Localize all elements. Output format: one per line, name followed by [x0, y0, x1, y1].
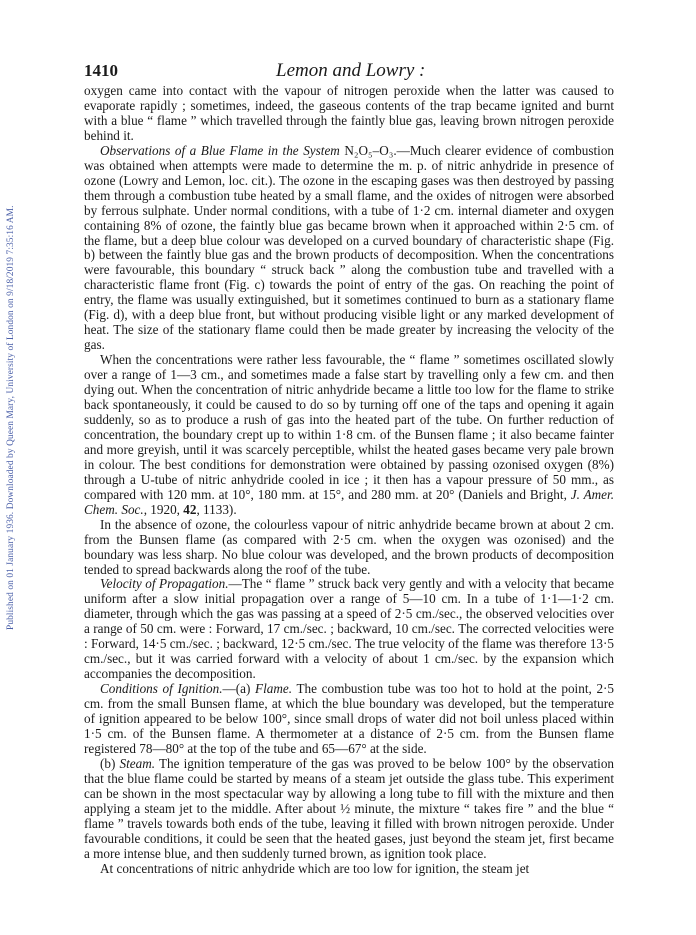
- subsection-heading: Flame.: [255, 681, 293, 697]
- paragraph: Velocity of Propagation.—The “ flame ” struck back very gently and with a velocity that became uniform after a slow initial propagation over a range of 5—10 cm. In a tube of 1·1—1·2 cm. diameter, through which the gas was passing at a speed of 2·5 cm./sec., the observed velocities over a range of 50 cm. were : Forward, 17 cm./sec. ; backward, 10 cm./sec. The corrected velocities were : Forward, 14·5 cm./sec. ; backward, 12·5 cm./sec. The true velocity of the flame was therefore 13·5 cm./sec., but it was carried forward with a velocity of about 1 cm./sec. by the expansion which accompanies the decomposition.: [84, 576, 614, 682]
- chemical-formula: N₂O₅–O₃: [344, 142, 394, 158]
- paragraph: When the concentrations were rather less favourable, the “ flame ” sometimes oscillated slowly over a range of 1—3 cm., and sometimes made a false start by travelling only a few cm. and then dying out. When the concentration of nitric anhydride became a little too low for the flame to strike back spontaneously, it could be caused to do so by turning off one of the taps and opening it again suddenly, so as to produce a rush of gas into the heated part of the tube. On further reduction of concentration, the boundary crept up to within 1·8 cm. of the Bunsen flame ; it also became fainter and more greyish, until it was scarcely perceptible, whilst the heated gases became very pale brown in colour. The best conditions for demonstration were obtained by passing ozonised oxygen (8%) through a U-tube of nitric anhydride cooled in ice ; it then has a vapour pressure of 50 mm., as compared with 120 mm. at 10°, 180 mm. at 15°, and 280 mm. at 20° (Daniels and Bright, J. Amer. Chem. Soc., 1920, 42, 1133).: [84, 352, 614, 517]
- subsection-heading: Steam.: [119, 755, 156, 771]
- section-heading: Observations of a Blue Flame in the System: [100, 142, 340, 158]
- paragraph: Observations of a Blue Flame in the System N₂O₅–O₃.—Much clearer evidence of combustion was obtained when attempts were made to determine the m. p. of nitric anhydride in presence of ozone (Lowry and Lemon, loc. cit.). The ozone in the escaping gases was then destroyed by passing them through a combustion tube heated by a small flame, and the oxides of nitrogen were absorbed by ferrous sulphate. Under normal conditions, with a tube of 1·2 cm. internal diameter and oxygen containing 8% of ozone, the faintly blue gas became brown when it approached within 2·5 cm. of the flame, but a deep blue colour was developed on a curved boundary of characteristic shape (Fig. b) between the faintly blue gas and the brown products of decomposition. When the concentrations were favourable, this boundary “ struck back ” along the combustion tube and travelled with a characteristic flame front (Fig. c) towards the point of entry of the gas. On reaching the point of entry, the flame was usually extinguished, but it sometimes continued to burn as a stationary flame (Fig. d), with a deep blue front, but without producing visible light or any marked development of heat. The size of the stationary flame could then be made greater by increasing the velocity of the gas.: [84, 142, 615, 353]
- journal-name: J. Amer. Chem. Soc.: [84, 486, 614, 517]
- paragraph: (b) Steam. The ignition temperature of the gas was proved to be below 100° by the observation that the blue flame could be started by means of a steam jet outside the glass tube. This experiment can be shown in the most spectacular way by allowing a long tube to fill with the mixture and then applying a steam jet to the middle. After about ½ minute, the mixture “ takes fire ” and the blue “ flame ” travels towards both ends of the tube, leaving it filled with brown nitrogen peroxide. Under favourable conditions, it could be seen that the heated gases, just beyond the steam jet, first became a more intense blue, and then suddenly turned brown, as ignition took place.: [84, 755, 615, 861]
- paragraph: Conditions of Ignition.—(a) Flame. The combustion tube was too hot to hold at the point, 2·5 cm. from the small Bunsen flame, at which the blue boundary was developed, but the temperature of ignition appeared to be below 100°, since small drops of water did not boil unless placed within 1·5 cm. of the Bunsen flame. A thermometer at a distance of 2·5 cm. from the Bunsen flame registered 78—80° at the top of the tube and 65—67° at the side.: [84, 681, 615, 756]
- download-watermark-text: Published on 01 January 1936. Downloaded by Queen Mary, University of London on 9/18/2019 7:35:16 AM.: [6, 205, 16, 630]
- paragraph: In the absence of ozone, the colourless vapour of nitric anhydride became brown at about 2 cm. from the Bunsen flame (as compared with 2·5 cm. when the oxygen was ozonised) and the boundary was less sharp. No blue colour was developed, and the brown products of decomposition tended to spread backwards along the roof of the tube.: [84, 516, 614, 577]
- page-number: 1410: [84, 61, 118, 80]
- section-heading: Conditions of Ignition.: [100, 681, 223, 697]
- paragraph: oxygen came into contact with the vapour of nitrogen peroxide when the latter was caused to evaporate rapidly ; sometimes, indeed, the gaseous contents of the trap became ignited and burnt with a blue “ flame ” which travelled through the faintly blue gas, leaving brown nitrogen peroxide behind it.: [84, 83, 614, 143]
- paragraph: At concentrations of nitric anhydride which are too low for ignition, the steam jet: [100, 860, 530, 876]
- article-body: [84, 84, 614, 877]
- download-watermark: [6, 130, 20, 630]
- journal-volume: 42: [183, 501, 197, 517]
- page-header: [84, 61, 614, 85]
- section-heading: Velocity of Propagation.: [100, 576, 229, 592]
- running-head: Lemon and Lowry :: [276, 60, 426, 81]
